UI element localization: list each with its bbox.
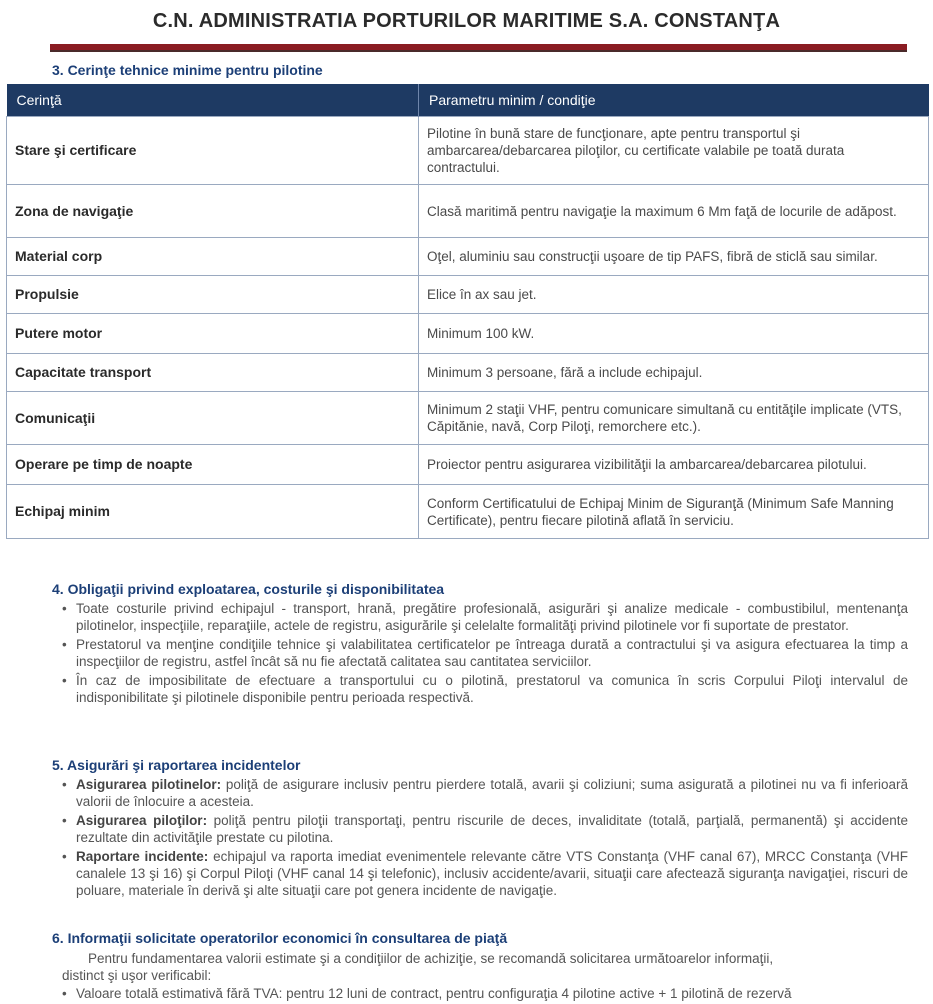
section-4-title: 4. Obligaţii privind exploatarea, costurile şi disponibilitatea xyxy=(52,581,445,597)
section-4-list xyxy=(62,600,908,708)
requirements-table xyxy=(6,84,929,539)
section-5-list xyxy=(62,776,908,901)
table-row xyxy=(7,185,929,238)
section-6-title: 6. Informaţii solicitate operatorilor economici în consultarea de piaţă xyxy=(52,930,508,946)
list-item: • Toate costurile privind echipajul - transport, hrană, pregătire profesională, asigurări şi analize medicale - combustibilul, mentenanţa pilotinelor, inspecţiile, reparaţiile, actele de registru, asigurările şi celelalte formalităţi privind pilotinele vor fi suportate de prestator. xyxy=(62,600,908,634)
list-item xyxy=(62,848,908,899)
item-lead: Asigurarea piloţilor: xyxy=(76,813,208,828)
parameter-cell: Pilotine în bună stare de funcţionare, apte pentru transportul şi ambarcarea/debarcarea piloţilor, cu certificate valabile pe toată durata contractului. xyxy=(419,117,929,185)
table-row xyxy=(7,354,929,392)
list-item: • În caz de imposibilitate de efectuare a transportului cu o pilotină, prestatorul va comunica în scris Corpului Piloţi intervalul de indisponibilitate şi pilotinele disponibile pentru perioada respectivă. xyxy=(62,672,908,706)
requirement-cell: Putere motor xyxy=(7,314,419,354)
table-row xyxy=(7,117,929,185)
document-header-title: C.N. ADMINISTRATIA PORTURILOR MARITIME S.A. CONSTANŢA xyxy=(152,10,781,32)
parameter-cell: Conform Certificatului de Echipaj Minim de Siguranţă (Minimum Safe Manning Certificate), pentru fiecare pilotină aflată în serviciu. xyxy=(419,485,929,539)
parameter-cell: Oţel, aluminiu sau construcţii uşoare de tip PAFS, fibră de sticlă sau similar. xyxy=(419,238,929,276)
header-divider xyxy=(50,44,907,52)
table-row xyxy=(7,392,929,445)
parameter-cell: Minimum 2 staţii VHF, pentru comunicare simultană cu entităţile implicate (VTS, Căpitănie, navă, Corp Piloţi, remorchere etc.). xyxy=(419,392,929,445)
requirement-cell: Zona de navigaţie xyxy=(7,185,419,238)
item-lead: Asigurarea pilotinelor: xyxy=(76,777,222,792)
parameter-cell: Proiector pentru asigurarea vizibilităţii la ambarcarea/debarcarea pilotului. xyxy=(419,445,929,485)
list-item xyxy=(62,776,908,810)
requirement-cell: Material corp xyxy=(7,238,419,276)
requirement-cell: Propulsie xyxy=(7,276,419,314)
table-row xyxy=(7,445,929,485)
table-row xyxy=(7,238,929,276)
parameter-cell: Minimum 3 persoane, fără a include echipajul. xyxy=(419,354,929,392)
requirement-cell: Operare pe timp de noapte xyxy=(7,445,419,485)
parameter-cell: Elice în ax sau jet. xyxy=(419,276,929,314)
section-3-title: 3. Cerinţe tehnice minime pentru pilotine xyxy=(52,62,323,78)
section-6-intro: Pentru fundamentarea valorii estimate şi a condiţiilor de achiziţie, se recomandă solicitarea următoarelor informaţii, xyxy=(88,951,774,966)
parameter-cell: Minimum 100 kW. xyxy=(419,314,929,354)
table-row xyxy=(7,276,929,314)
list-item: • Prestatorul va menţine condiţiile tehnice şi valabilitatea certificatelor pe întreaga durată a contractului şi va asigura efectuarea la timp a inspecţiilor de registru, astfel încât să nu fie afectată calitatea sau cantitatea serviciilor. xyxy=(62,636,908,670)
table-row xyxy=(7,485,929,539)
table-header-row xyxy=(7,84,929,117)
section-6-intro-continued: distinct şi uşor verificabil: xyxy=(62,968,212,983)
column-header-parameter: Parametru minim / condiţie xyxy=(419,84,929,117)
requirement-cell: Echipaj minim xyxy=(7,485,419,539)
item-text: poliţă pentru piloţii transportaţi, pentru riscurile de deces, invaliditate (totală, parţială, permanentă) şi accidente rezultate din activităţile prestate cu pilotina. xyxy=(76,813,908,845)
column-header-requirement: Cerinţă xyxy=(7,84,419,117)
requirement-cell: Stare şi certificare xyxy=(7,117,419,185)
item-lead: Raportare incidente: xyxy=(76,849,209,864)
item-text: poliţă de asigurare inclusiv pentru pierdere totală, avarii şi coliziuni; suma asigurată a pilotinei nu va fi inferioară valorii de înlocuire a acesteia. xyxy=(76,777,908,809)
section-5-title: 5. Asigurări şi raportarea incidentelor xyxy=(52,757,301,773)
list-item xyxy=(62,812,908,846)
table-row xyxy=(7,314,929,354)
item-text: echipajul va raporta imediat evenimentele relevante către VTS Constanţa (VHF canal 67), MRCC Constanţa (VHF canalele 13 şi 16) şi Corpul Piloţi (VHF canal 14 şi telefonic), inclusiv accidente/avarii, situaţii care afectează siguranţa navigaţiei, riscuri de poluare, materiale în derivă şi alte situaţii care pot genera incidente de navigaţie. xyxy=(76,849,909,898)
requirement-cell: Comunicaţii xyxy=(7,392,419,445)
list-item: • Valoare totală estimativă fără TVA: pentru 12 luni de contract, pentru configuraţia 4 pilotine active + 1 pilotină de rezervă xyxy=(62,985,908,1002)
requirement-cell: Capacitate transport xyxy=(7,354,419,392)
section-6-list xyxy=(62,985,908,1004)
parameter-cell: Clasă maritimă pentru navigaţie la maximum 6 Mm faţă de locurile de adăpost. xyxy=(419,185,929,238)
